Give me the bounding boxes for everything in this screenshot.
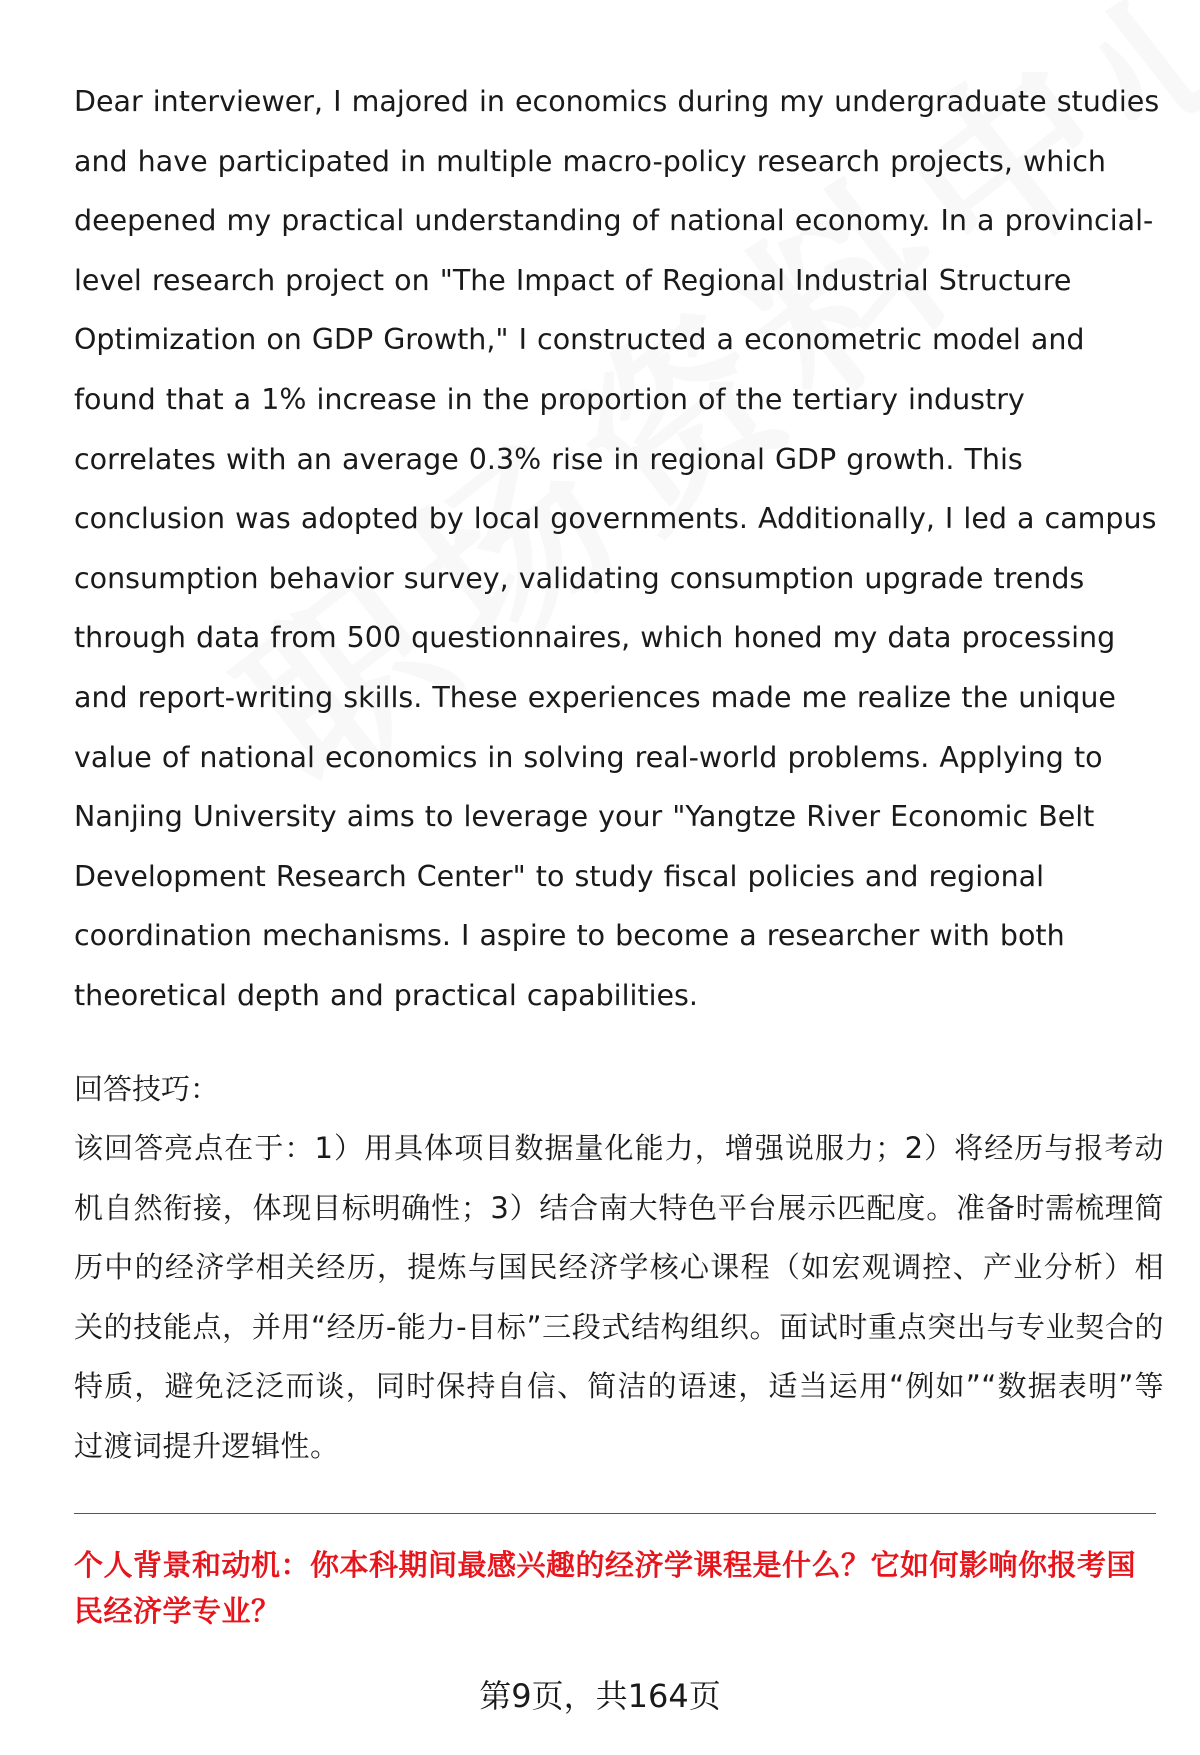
page-footer — [0, 1676, 1200, 1716]
document-body — [74, 72, 1164, 1477]
answer-paragraph: Dear interviewer, I majored in economics during my undergraduate studies and have participated in multiple macro-policy research projects, which deepened my practical understanding of national economy. In a provincial-level research project on "The Impact of Regional Industrial Structure Optimization on GDP Growth," I constructed a econometric model and found that a 1% increase in the proportion of the tertiary industry correlates with an average 0.3% rise in regional GDP growth. This conclusion was adopted by local governments. Additionally, I led a campus consumption behavior survey, validating consumption upgrade trends through data from 500 questionnaires, which honed my data processing and report-writing skills. These experiences made me realize the unique value of national economics in solving real-world problems. Applying to Nanjing University aims to leverage your "Yangtze River Economic Belt Development Research Center" to study fiscal policies and regional coordination mechanisms. I aspire to become a researcher with both theoretical depth and practical capabilities. — [74, 85, 1160, 1012]
tips-section — [74, 1060, 1164, 1477]
next-question-heading: 个人背景和动机：你本科期间最感兴趣的经济学课程是什么？它如何影响你报考国民经济学专业？ — [74, 1548, 1137, 1628]
tips-heading: 回答技巧： — [74, 1071, 220, 1106]
section-divider — [74, 1513, 1156, 1514]
tips-body: 该回答亮点在于：1）用具体项目数据量化能力，增强说服力；2）将经历与报考动机自然衔接，体现目标明确性；3）结合南大特色平台展示匹配度。准备时需梳理简历中的经济学相关经历，提炼与国民经济学核心课程（如宏观调控、产业分析）相关的技能点，并用“经历-能力-目标”三段式结构组织。面试时重点突出与专业契合的特质，避免泛泛而谈，同时保持自信、简洁的语速，适当运用“例如”“数据表明”等过渡词提升逻辑性。 — [74, 1131, 1164, 1464]
page-number: 第9页，共164页 — [479, 1677, 721, 1715]
